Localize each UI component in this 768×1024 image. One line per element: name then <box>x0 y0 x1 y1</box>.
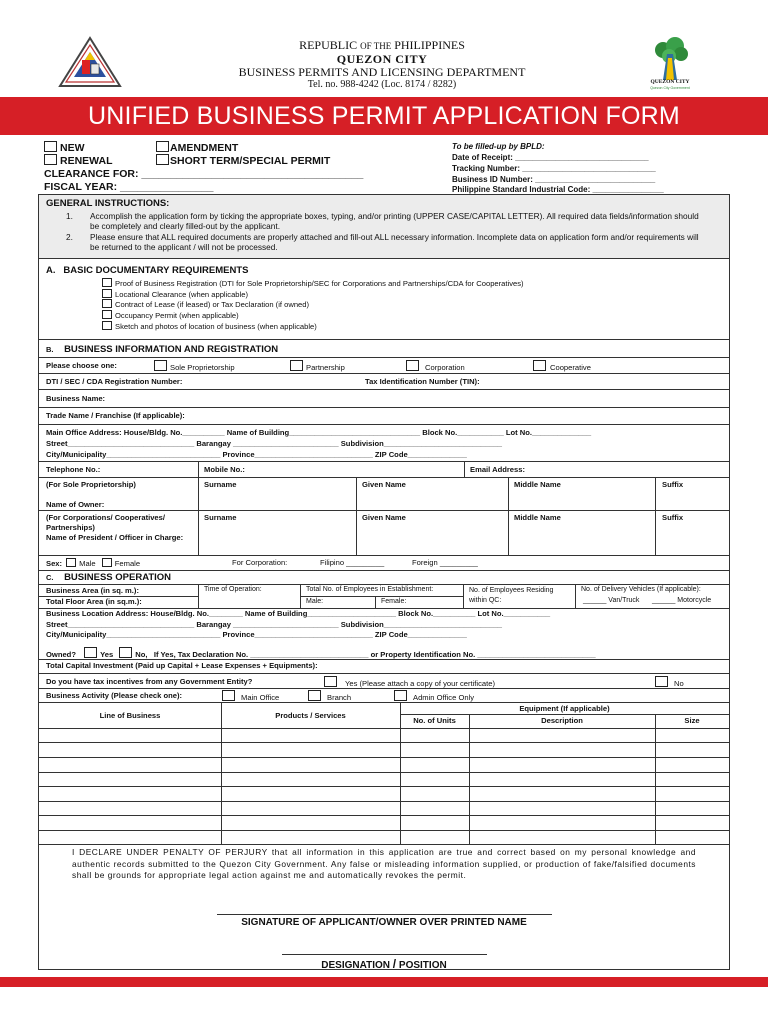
table-row <box>39 801 729 802</box>
divider <box>198 461 199 555</box>
divider <box>221 702 222 844</box>
divider <box>508 477 509 555</box>
divider <box>198 584 199 608</box>
divider <box>575 584 576 608</box>
foreign-field[interactable]: Foreign _________ <box>412 558 478 567</box>
quezon-city-seal <box>58 36 122 88</box>
divider <box>400 714 729 715</box>
employees-male-field[interactable]: Male: <box>306 598 324 605</box>
divider <box>39 357 729 358</box>
main-office-address-line-3[interactable]: City/Municipality___________________________ Province____________________________ ZIP Code______________ <box>46 450 467 459</box>
male-checkbox[interactable] <box>66 558 76 567</box>
signature-label: SIGNATURE OF APPLICANT/OWNER OVER PRINTED NAME <box>241 917 527 928</box>
business-activity-label: Business Activity (Please check one): <box>46 691 183 700</box>
officer-middle-name-label: Middle Name <box>514 513 561 522</box>
requirement-5-checkbox[interactable] <box>102 321 112 330</box>
for-corporation-label: For Corporation: <box>232 558 288 567</box>
divider <box>39 659 729 660</box>
divider <box>39 339 729 340</box>
admin-office-checkbox[interactable] <box>394 690 407 701</box>
cooperative-checkbox[interactable] <box>533 360 546 371</box>
corporation-checkbox[interactable] <box>406 360 419 371</box>
employees-female-field[interactable]: Female: <box>381 598 407 605</box>
tracking-number-field[interactable]: Tracking Number: ______________________________ <box>452 164 656 173</box>
divider <box>39 688 729 689</box>
owner-surname-label: Surname <box>204 480 237 489</box>
officer-label: (For Corporations/ Cooperatives/ Partnerships) Name of President / Officer in Charge: <box>46 513 184 542</box>
section-b-heading: B. BUSINESS INFORMATION AND REGISTRATION <box>46 344 279 355</box>
divider <box>39 477 729 478</box>
capital-investment-field[interactable]: Total Capital Investment (Paid up Capital + Lease Expenses + Equipments): <box>46 661 318 670</box>
sex-row: Sex: Male Female <box>46 559 141 568</box>
col-no-of-units: No. of Units <box>413 716 456 725</box>
activity-admin-office[interactable]: Admin Office Only <box>394 690 474 702</box>
tax-incentives-label: Do you have tax incentives from any Government Entity? <box>46 677 253 686</box>
fiscal-year-field[interactable]: FISCAL YEAR: ________________ <box>44 181 214 193</box>
divider <box>463 584 464 608</box>
instruction-1: Accomplish the application form by ticking the appropriate boxes, typing, and/or printing (UPPER CASE/CAPITAL LETTER). All required data fields/information should be completely and clearly filled-out by the applicant. <box>90 211 699 231</box>
requirement-2-checkbox[interactable] <box>102 289 112 298</box>
table-row <box>39 815 729 816</box>
table-row <box>39 757 729 758</box>
owned-yes-checkbox[interactable] <box>84 647 97 658</box>
col-description: Description <box>541 716 583 725</box>
requirement-5[interactable]: Sketch and photos of location of business (when applicable) <box>102 321 317 333</box>
requirement-1[interactable]: Proof of Business Registration (DTI for Sole Proprietorship/SEC for Corporations and Partnerships/CDA for Cooperatives) <box>102 278 524 290</box>
divider <box>39 584 729 585</box>
main-office-address-line-2[interactable]: Street______________________________ Barangay _________________________ Subdivision____________________________ <box>46 439 503 448</box>
requirement-3[interactable]: Contract of Lease (if leased) or Tax Declaration (if owned) <box>102 299 309 311</box>
requirement-4-checkbox[interactable] <box>102 310 112 319</box>
officer-given-name-label: Given Name <box>362 513 406 522</box>
floor-area-field[interactable]: Total Floor Area (in sq.m.): <box>46 597 142 606</box>
qc-logo-tagline: Quezon City Government <box>650 86 690 90</box>
tax-incentive-no[interactable]: No <box>655 676 684 688</box>
van-truck-field[interactable]: ______ Van/Truck <box>583 597 640 604</box>
tin-field[interactable]: Tax Identification Number (TIN): <box>365 377 480 386</box>
bpld-heading: To be filled-up by BPLD: <box>452 142 545 151</box>
business-id-field[interactable]: Business ID Number: ___________________________ <box>452 175 656 184</box>
divider <box>400 702 401 844</box>
branch-checkbox[interactable] <box>308 690 321 701</box>
designation-label: DESIGNATION / POSITION <box>321 957 447 971</box>
divider <box>375 596 376 608</box>
option-corporation[interactable]: Corporation <box>406 360 465 372</box>
officer-suffix-label: Suffix <box>662 513 684 522</box>
mobile-field[interactable]: Mobile No.: <box>204 465 245 474</box>
sole-owner-label: (For Sole Proprietorship) Name of Owner: <box>46 480 136 509</box>
activity-branch[interactable]: Branch <box>308 690 351 702</box>
divider <box>655 477 656 555</box>
short-term-checkbox[interactable] <box>156 154 169 165</box>
owner-middle-name-label: Middle Name <box>514 480 561 489</box>
divider <box>39 424 729 425</box>
divider <box>39 555 729 556</box>
type-short-term[interactable]: SHORT TERM/SPECIAL PERMIT <box>156 154 330 167</box>
divider <box>39 702 729 703</box>
email-field[interactable]: Email Address: <box>470 465 526 474</box>
divider <box>39 570 729 571</box>
business-location-line-3[interactable]: City/Municipality___________________________ Province____________________________ ZIP Code______________ <box>46 630 467 639</box>
col-size: Size <box>684 716 700 725</box>
table-row <box>39 772 729 773</box>
section-a-heading: A. BASIC DOCUMENTARY REQUIREMENTS <box>46 265 249 276</box>
clearance-for-field[interactable]: CLEARANCE FOR: ______________________________________ <box>44 168 364 180</box>
option-sole-proprietorship[interactable]: Sole Proprietorship <box>154 360 235 372</box>
qc-tower-icon <box>647 36 693 80</box>
divider <box>39 389 729 390</box>
instruction-1-number: 1. <box>66 211 73 221</box>
type-new[interactable]: NEW <box>44 141 85 154</box>
owned-row: Owned? Yes No, If Yes, Tax Declaration No. ____________________________ or Property Identification No. ____________________________ <box>46 647 596 659</box>
dti-registration-field[interactable]: DTI / SEC / CDA Registration Number: <box>46 377 183 386</box>
divider <box>469 714 470 844</box>
instruction-2: Please ensure that ALL required documents are properly attached and fill-out ALL necessary information. Incomplete data on application form and/or requirements will be returned to the applicant / will not be processed. <box>90 232 699 252</box>
footer-banner <box>0 977 768 987</box>
business-location-line-1[interactable]: Business Location Address: House/Bldg. No.________ Name of Building_____________________ Block No.__________ Lot No.___________ <box>46 609 551 618</box>
requirement-2[interactable]: Locational Clearance (when applicable) <box>102 289 248 301</box>
divider <box>356 477 357 555</box>
amendment-checkbox[interactable] <box>156 141 169 152</box>
total-employees-label: Total No. of Employees in Establishment: <box>306 586 434 593</box>
seal-icon <box>58 36 122 88</box>
table-row <box>39 742 729 743</box>
time-of-operation-field[interactable]: Time of Operation: <box>204 586 262 593</box>
date-of-receipt-field[interactable]: Date of Receipt: ______________________________ <box>452 153 649 162</box>
tax-incentive-yes[interactable]: Yes (Please attach a copy of your certificate) <box>324 676 495 688</box>
telephone-field[interactable]: Telephone No.: <box>46 465 101 474</box>
divider <box>655 714 656 844</box>
table-row <box>39 728 729 729</box>
delivery-vehicles-label: No. of Delivery Vehicles (If applicable): <box>581 586 701 593</box>
owner-suffix-label: Suffix <box>662 480 684 489</box>
incentive-no-checkbox[interactable] <box>655 676 668 687</box>
owner-given-name-label: Given Name <box>362 480 406 489</box>
main-office-checkbox[interactable] <box>222 690 235 701</box>
col-line-of-business: Line of Business <box>99 711 161 720</box>
header-department: BUSINESS PERMITS AND LICENSING DEPARTMENT <box>238 65 526 79</box>
main-office-address-line-1[interactable]: Main Office Address: House/Bldg. No.__________ Name of Building_______________________________ Block No.___________ Lot No.______________ <box>46 428 592 437</box>
divider <box>39 596 198 597</box>
officer-surname-label: Surname <box>204 513 237 522</box>
filipino-field[interactable]: Filipino _________ <box>320 558 385 567</box>
signature-line[interactable] <box>217 914 552 915</box>
divider <box>464 461 465 477</box>
divider <box>39 510 729 511</box>
table-row <box>39 844 729 845</box>
partnership-checkbox[interactable] <box>290 360 303 371</box>
renewal-checkbox[interactable] <box>44 154 57 165</box>
table-row <box>39 830 729 831</box>
divider <box>39 673 729 674</box>
divider <box>39 461 729 462</box>
designation-line[interactable] <box>282 954 487 955</box>
new-checkbox[interactable] <box>44 141 57 152</box>
option-partnership[interactable]: Partnership <box>290 360 345 372</box>
incentive-yes-checkbox[interactable] <box>324 676 337 687</box>
header-telephone: Tel. no. 988-4242 (Loc. 8174 / 8282) <box>307 79 457 90</box>
divider <box>39 407 729 408</box>
divider <box>39 373 729 374</box>
option-cooperative[interactable]: Cooperative <box>533 360 591 372</box>
business-name-field[interactable]: Business Name: <box>46 394 106 403</box>
instructions-heading: GENERAL INSTRUCTIONS: <box>46 198 170 209</box>
qc-logo-text: QUEZON CITY <box>650 79 690 85</box>
choose-one-label: Please choose one: <box>46 361 117 370</box>
employees-qc-field[interactable]: No. of Employees Residing within QC: <box>469 587 554 604</box>
requirement-3-checkbox[interactable] <box>102 299 112 308</box>
form-title: UNIFIED BUSINESS PERMIT APPLICATION FORM <box>88 102 680 130</box>
section-c-heading: C. BUSINESS OPERATION <box>46 572 172 583</box>
divider <box>300 596 463 597</box>
header-city: QUEZON CITY <box>336 52 428 66</box>
business-location-line-2[interactable]: Street______________________________ Barangay _________________________ Subdivision____________________________ <box>46 620 503 629</box>
activity-main-office[interactable]: Main Office <box>222 690 279 702</box>
trade-name-field[interactable]: Trade Name / Franchise (If applicable): <box>46 411 185 420</box>
col-products-services: Products / Services <box>275 711 346 720</box>
owned-no-checkbox[interactable] <box>119 647 132 658</box>
qc-logo <box>647 36 693 92</box>
col-equipment: Equipment (If applicable) <box>519 704 610 713</box>
female-checkbox[interactable] <box>102 558 112 567</box>
motorcycle-field[interactable]: ______ Motorcycle <box>652 597 712 604</box>
business-area-field[interactable]: Business Area (in sq. m.): <box>46 586 139 595</box>
requirement-4[interactable]: Occupancy Permit (when applicable) <box>102 310 239 322</box>
requirement-1-checkbox[interactable] <box>102 278 112 287</box>
header-republic: REPUBLIC OF THE PHILIPPINES <box>299 38 465 52</box>
instruction-2-number: 2. <box>66 232 73 242</box>
declaration-text: I DECLARE UNDER PENALTY OF PERJURY that all information in this application are true and correct based on my personal knowledge and authentic records submitted to the Quezon City Government. Any false or misleading information supplied, or production of fake/falsified documents shall be grounds for appropriate legal action against me and automatically revokes the permit. <box>72 847 696 880</box>
sole-proprietorship-checkbox[interactable] <box>154 360 167 371</box>
psic-field[interactable]: Philippine Standard Industrial Code: ________________ <box>452 185 664 194</box>
table-row <box>39 786 729 787</box>
type-amendment[interactable]: AMENDMENT <box>156 141 238 154</box>
type-renewal[interactable]: RENEWAL <box>44 154 113 167</box>
